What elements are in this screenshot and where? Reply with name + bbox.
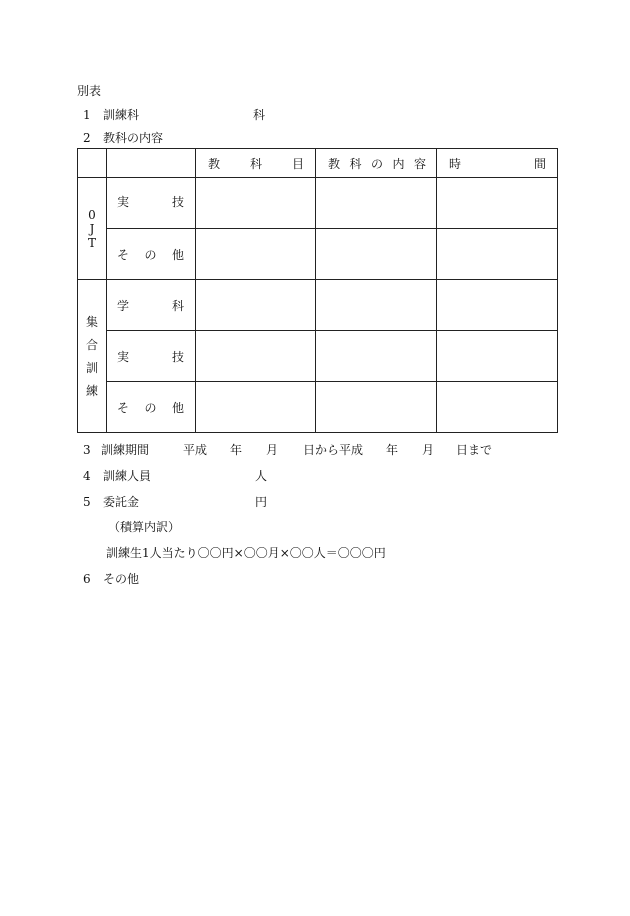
cell-empty: [316, 229, 437, 280]
cell-empty: [437, 178, 558, 229]
cell-empty: [316, 178, 437, 229]
annex-title: 別表: [77, 84, 102, 98]
trainee-unit: 人: [255, 469, 268, 483]
course-unit: 科: [253, 108, 266, 122]
table-row: [78, 382, 558, 433]
header-cell-blank: [78, 149, 107, 178]
period-year-end: 年: [386, 443, 399, 457]
item-other: [83, 572, 139, 586]
header-content: 教 科 の 内 容: [316, 149, 437, 178]
item-subject-content: [83, 131, 163, 145]
period-era-start: 平成: [183, 443, 208, 457]
item-training-course: [83, 108, 139, 122]
row-label-other: そ の 他: [107, 229, 196, 280]
period-month-start: 月: [266, 443, 279, 457]
cell-empty: [196, 331, 316, 382]
item-label: 訓練人員: [103, 469, 152, 483]
item-number: 6: [83, 572, 91, 586]
cell-empty: [437, 382, 558, 433]
row-label-academic: 学 科: [107, 280, 196, 331]
row-label-other: そ の 他: [107, 382, 196, 433]
cell-empty: [316, 280, 437, 331]
cell-empty: [196, 178, 316, 229]
group-ojt: 0 J T: [78, 178, 107, 280]
item-number: 4: [83, 469, 91, 483]
cell-empty: [196, 382, 316, 433]
table-row: [78, 280, 558, 331]
period-day-to: 日まで: [456, 443, 493, 457]
cell-empty: [437, 280, 558, 331]
row-label-practical: 実 技: [107, 178, 196, 229]
item-label: その他: [103, 572, 140, 586]
header-subject: 教 科 目: [196, 149, 316, 178]
period-month-end: 月: [422, 443, 435, 457]
cell-empty: [316, 331, 437, 382]
item-label: 訓練科: [103, 108, 140, 122]
group-group-training: 集 合 訓 練: [78, 280, 107, 433]
table-row: [78, 331, 558, 382]
item-number: 5: [83, 495, 91, 509]
breakdown-formula: 訓練生1人当たり〇〇円×〇〇月×〇〇人＝〇〇〇円: [106, 546, 386, 560]
cell-empty: [437, 331, 558, 382]
item-training-period: [83, 443, 563, 457]
period-year-start: 年: [230, 443, 243, 457]
cell-empty: [196, 229, 316, 280]
period-day-from: 日から平成: [303, 443, 364, 457]
table-header-row: [78, 149, 558, 178]
item-trainee-count: [83, 469, 151, 483]
fee-unit: 円: [255, 495, 268, 509]
item-label: 訓練期間: [101, 443, 150, 457]
table-row: [78, 229, 558, 280]
header-cell-blank: [107, 149, 196, 178]
cell-empty: [316, 382, 437, 433]
breakdown-title: （積算内訳）: [108, 520, 181, 534]
cell-empty: [437, 229, 558, 280]
table-row: [78, 178, 558, 229]
row-label-practical: 実 技: [107, 331, 196, 382]
item-number: 3: [83, 443, 91, 457]
item-label: 教科の内容: [103, 131, 164, 145]
item-number: 2: [83, 131, 91, 145]
header-hours: 時 間: [437, 149, 558, 178]
subject-table: [77, 148, 558, 433]
item-label: 委託金: [103, 495, 140, 509]
cell-empty: [196, 280, 316, 331]
item-commission-fee: [83, 495, 139, 509]
item-number: 1: [83, 108, 91, 122]
